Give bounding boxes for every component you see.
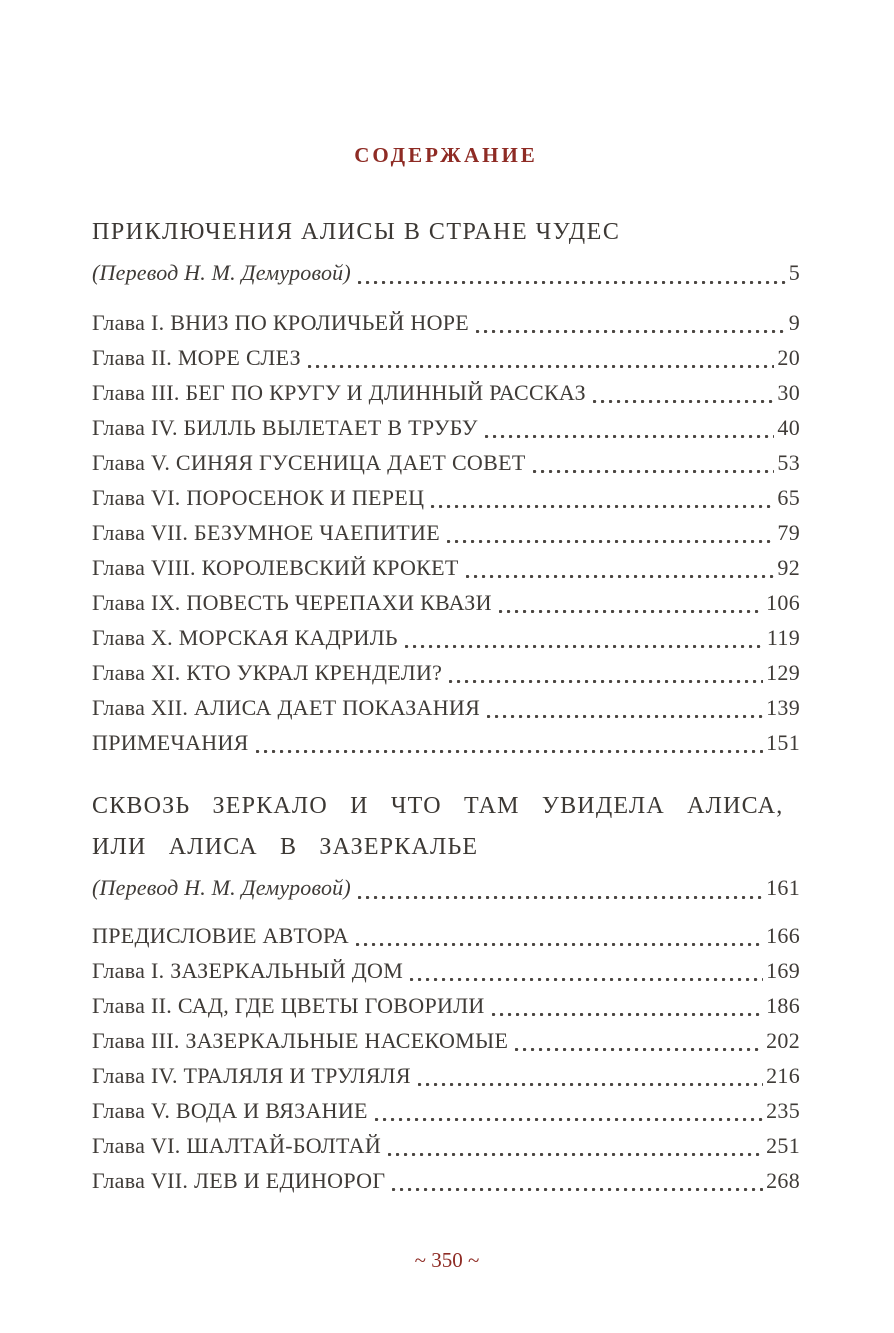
section-heading-line: СКВОЗЬ ЗЕРКАЛО И ЧТО ТАМ УВИДЕЛА АЛИСА, [92, 793, 784, 819]
leader-dots [410, 978, 763, 981]
toc-entry [92, 410, 800, 445]
toc-entry-label: Глава IX. ПОВЕСТЬ ЧЕРЕПАХИ КВАЗИ [92, 590, 492, 615]
toc-entry-page: 92 [777, 555, 800, 580]
toc-entry [92, 375, 800, 410]
leader-dots [449, 680, 763, 683]
toc-entry [92, 918, 800, 953]
toc-entry-page: 9 [788, 310, 800, 335]
chapter-list-wonderland [92, 305, 800, 760]
toc-entry-label: Глава X. МОРСКАЯ КАДРИЛЬ [92, 625, 398, 650]
leader-dots [256, 750, 763, 753]
toc-entry [92, 585, 800, 620]
section-heading-line: ИЛИ АЛИСА В ЗАЗЕРКАЛЬЕ [92, 834, 479, 860]
toc-entry-label: Глава V. СИНЯЯ ГУСЕНИЦА ДАЕТ СОВЕТ [92, 450, 526, 475]
toc-entry-label: Глава III. ЗАЗЕРКАЛЬНЫЕ НАСЕКОМЫЕ [92, 1028, 509, 1053]
toc-entry-page: 106 [766, 590, 800, 615]
leader-dots [375, 1118, 763, 1121]
toc-entry [92, 445, 800, 480]
chapter-list-looking-glass [92, 918, 800, 1198]
toc-entry [92, 340, 800, 375]
toc-entry [92, 725, 800, 760]
translator-label: (Перевод Н. М. Демуровой) [92, 875, 351, 900]
toc-entry-label: Глава V. ВОДА И ВЯЗАНИЕ [92, 1098, 368, 1123]
toc-entry-page: 53 [777, 450, 800, 475]
toc-entry [92, 1023, 800, 1058]
translator-page: 5 [788, 260, 800, 285]
leader-dots [499, 610, 763, 613]
leader-dots [431, 505, 774, 508]
toc-entry-label: Глава VII. ЛЕВ И ЕДИНОРОГ [92, 1168, 386, 1193]
toc-entry [92, 515, 800, 550]
leader-dots [392, 1188, 763, 1191]
toc-entry-page: 166 [766, 923, 800, 948]
leader-dots [492, 1013, 763, 1016]
leader-dots [356, 943, 763, 946]
toc-entry-page: 186 [766, 993, 800, 1018]
toc-entry-page: 251 [766, 1133, 800, 1158]
toc-entry-label: Глава XI. КТО УКРАЛ КРЕНДЕЛИ? [92, 660, 443, 685]
leader-dots [593, 400, 774, 403]
leader-dots [405, 645, 764, 648]
toc-entry-label: Глава III. БЕГ ПО КРУГУ И ДЛИННЫЙ РАССКАЗ [92, 380, 586, 405]
toc-entry-page: 151 [766, 730, 800, 755]
leader-dots [358, 281, 786, 284]
toc-entry-label: Глава I. ЗАЗЕРКАЛЬНЫЙ ДОМ [92, 958, 404, 983]
translator-line [92, 870, 800, 906]
section-heading [92, 786, 800, 868]
toc-entry-page: 268 [766, 1168, 800, 1193]
toc-entry-page: 216 [766, 1063, 800, 1088]
toc-entry-page: 30 [777, 380, 800, 405]
toc-entry-label: ПРИМЕЧАНИЯ [92, 730, 249, 755]
leader-dots [447, 540, 774, 543]
toc-entry-page: 40 [777, 415, 800, 440]
translator-line [92, 255, 800, 291]
toc-entry [92, 655, 800, 690]
toc-entry-label: Глава VI. ШАЛТАЙ-БОЛТАЙ [92, 1133, 382, 1158]
leader-dots [487, 715, 763, 718]
toc-entry [92, 620, 800, 655]
toc-section-wonderland [92, 212, 800, 760]
leader-dots [476, 330, 786, 333]
toc-entry-label: Глава I. ВНИЗ ПО КРОЛИЧЬЕЙ НОРЕ [92, 310, 470, 335]
translator-page: 161 [766, 875, 800, 900]
translator-label: (Перевод Н. М. Демуровой) [92, 260, 351, 285]
toc-entry [92, 480, 800, 515]
leader-dots [515, 1048, 763, 1051]
toc-entry-page: 119 [766, 625, 800, 650]
toc-entry [92, 988, 800, 1023]
page-footer-number: ~ 350 ~ [414, 1248, 480, 1272]
toc-entry-label: Глава VIII. КОРОЛЕВСКИЙ КРОКЕТ [92, 555, 459, 580]
leader-dots [533, 470, 775, 473]
leader-dots [485, 435, 775, 438]
section-heading [92, 212, 800, 253]
toc-entry [92, 1093, 800, 1128]
toc-entry-label: Глава II. САД, ГДЕ ЦВЕТЫ ГОВОРИЛИ [92, 993, 485, 1018]
leader-dots [466, 575, 775, 578]
toc-entry [92, 1058, 800, 1093]
toc-entry [92, 690, 800, 725]
toc-entry-page: 202 [766, 1028, 800, 1053]
toc-entry-page: 79 [777, 520, 800, 545]
toc-section-looking-glass [92, 786, 800, 1198]
toc-entry-page: 139 [766, 695, 800, 720]
toc-entry-page: 65 [777, 485, 800, 510]
toc-entry [92, 305, 800, 340]
toc-entry [92, 953, 800, 988]
toc-entry-label: Глава VI. ПОРОСЕНОК И ПЕРЕЦ [92, 485, 425, 510]
toc-entry-label: Глава IV. БИЛЛЬ ВЫЛЕТАЕТ В ТРУБУ [92, 415, 478, 440]
toc-entry-label: Глава II. МОРЕ СЛЕЗ [92, 345, 301, 370]
leader-dots [388, 1153, 763, 1156]
toc-entry [92, 1163, 800, 1198]
toc-entry-label: ПРЕДИСЛОВИЕ АВТОРА [92, 923, 349, 948]
toc-entry-label: Глава VII. БЕЗУМНОЕ ЧАЕПИТИЕ [92, 520, 440, 545]
toc-entry-page: 169 [766, 958, 800, 983]
toc-entry-label: Глава XII. АЛИСА ДАЕТ ПОКАЗАНИЯ [92, 695, 481, 720]
toc-entry-page: 20 [777, 345, 800, 370]
leader-dots [418, 1083, 763, 1086]
leader-dots [358, 896, 763, 899]
toc-entry-page: 235 [766, 1098, 800, 1123]
toc-entry-label: Глава IV. ТРАЛЯЛЯ И ТРУЛЯЛЯ [92, 1063, 411, 1088]
section-heading-line: ПРИКЛЮЧЕНИЯ АЛИСЫ В СТРАНЕ ЧУДЕС [92, 219, 621, 245]
toc-entry [92, 550, 800, 585]
toc-entry-page: 129 [766, 660, 800, 685]
page-title: СОДЕРЖАНИЕ [354, 143, 538, 167]
toc-entry [92, 1128, 800, 1163]
leader-dots [308, 365, 774, 368]
